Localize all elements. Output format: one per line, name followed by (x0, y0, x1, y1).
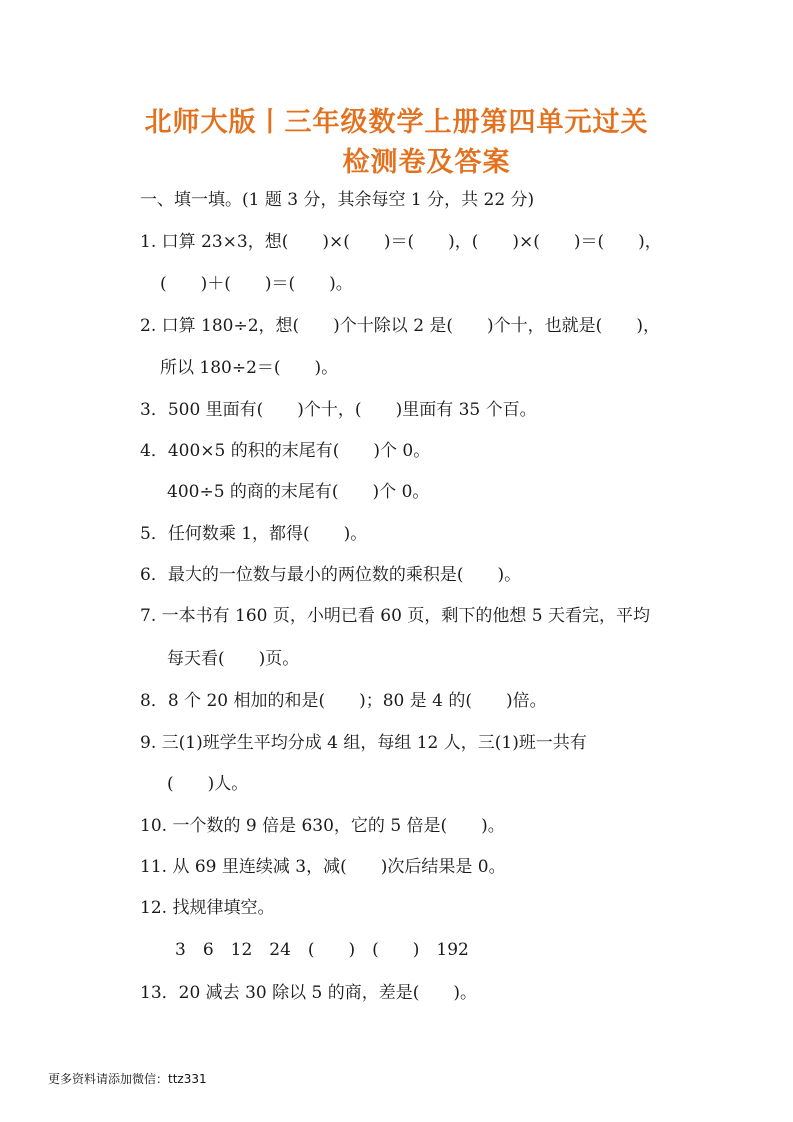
question-1: 1. 口算 23×3，想( )×( )＝( )，( )×( )＝( )， (140, 232, 662, 252)
section-header: 一、填一填。(1 题 3 分，其余每空 1 分，共 22 分) (140, 190, 535, 210)
question-12: 12. 找规律填空。 (140, 898, 275, 918)
question-7: 7. 一本书有 160 页，小明已看 60 页，剩下的他想 5 天看完，平均 (140, 606, 650, 626)
question-13: 13．20 减去 30 除以 5 的商，差是( )。 (140, 983, 477, 1003)
page-title-line-2: 检测卷及答案 (342, 147, 511, 178)
question-2-cont: 所以 180÷2＝( )。 (160, 358, 339, 378)
question-4: 4．400×5 的积的末尾有( )个 0。 (140, 441, 431, 461)
question-8: 8．8 个 20 相加的和是( )；80 是 4 的( )倍。 (140, 691, 547, 711)
question-9-cont: ( )人。 (167, 774, 249, 794)
question-6: 6．最大的一位数与最小的两位数的乘积是( )。 (140, 565, 522, 585)
question-9: 9. 三(1)班学生平均分成 4 组，每组 12 人，三(1)班一共有 (140, 733, 587, 753)
question-2: 2. 口算 180÷2，想( )个十除以 2 是( )个十，也就是( )， (140, 316, 660, 336)
footer-contact: 更多资料请添加微信：ttz331 (48, 1072, 207, 1086)
question-3: 3．500 里面有( )个十，( )里面有 35 个百。 (140, 400, 537, 420)
question-11: 11. 从 69 里连续减 3，减( )次后结果是 0。 (140, 857, 506, 877)
question-10: 10. 一个数的 9 倍是 630，它的 5 倍是( )。 (140, 816, 505, 836)
question-7-cont: 每天看( )页。 (167, 649, 300, 669)
question-12-sequence: 3 6 12 24 ( ) ( ) 192 (175, 940, 469, 960)
question-5: 5．任何数乘 1，都得( )。 (140, 524, 368, 544)
question-4-cont: 400÷5 的商的末尾有( )个 0。 (167, 482, 430, 502)
question-1-cont: ( )＋( )＝( )。 (160, 274, 353, 294)
page-title-line-1: 北师大版丨三年级数学上册第四单元过关 (144, 107, 649, 138)
